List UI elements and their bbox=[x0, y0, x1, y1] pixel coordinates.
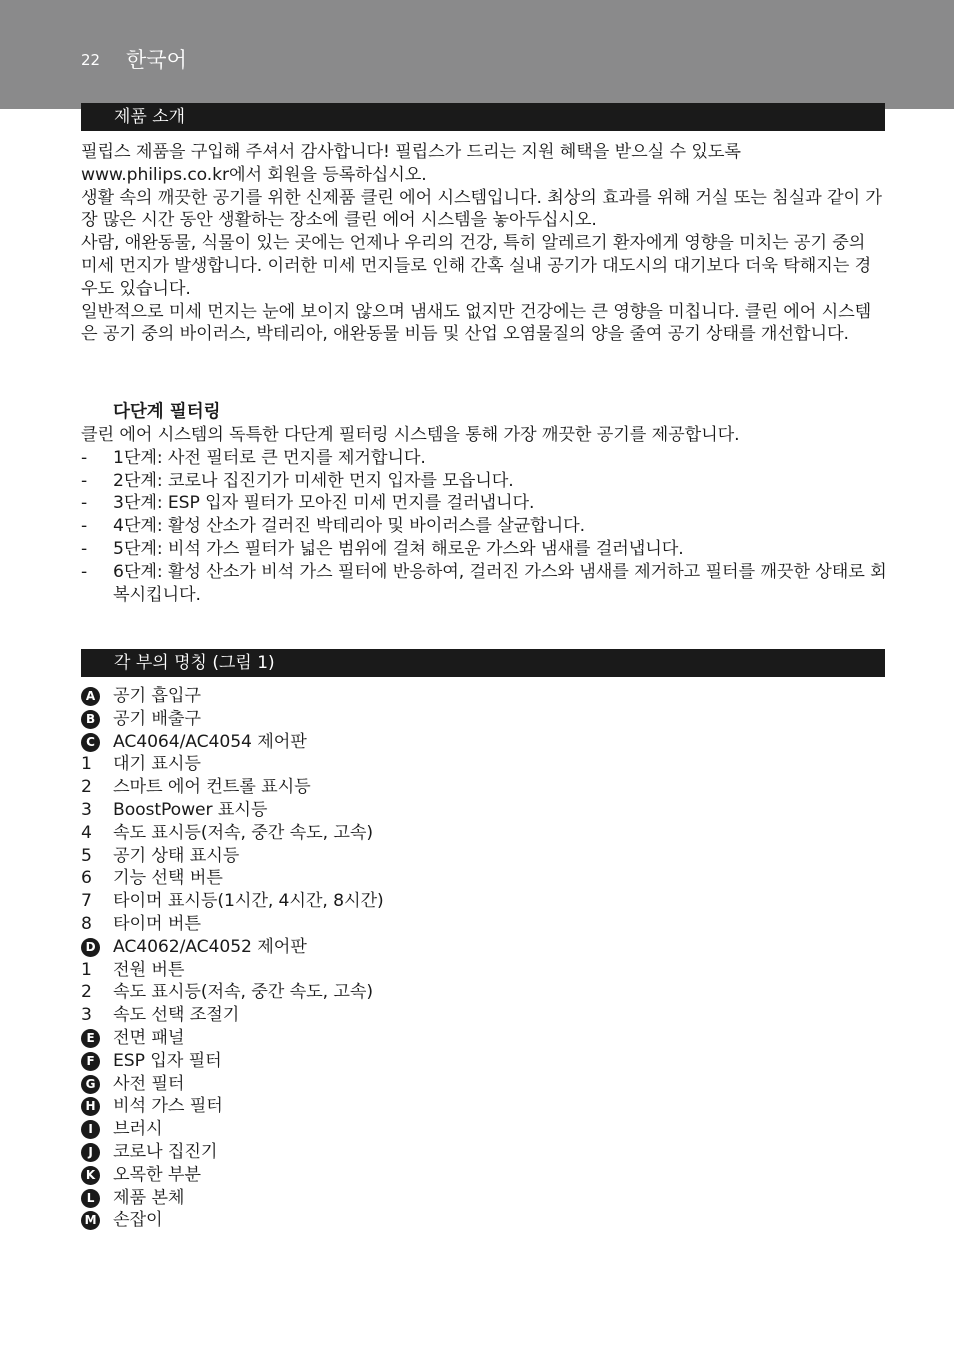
part-number: 1 bbox=[81, 959, 92, 980]
intro-paragraph: 필립스 제품을 구입해 주셔서 감사합니다! 필립스가 드리는 지원 혜택을 받으실 수 있도록 www.philips.co.kr에서 회원을 등록하십시오. bbox=[81, 142, 741, 185]
list-item bbox=[81, 1164, 887, 1187]
list-item bbox=[81, 1073, 887, 1096]
list-item bbox=[81, 799, 887, 822]
list-item bbox=[81, 936, 887, 959]
intro-paragraph: 일반적으로 미세 먼지는 눈에 보이지 않으며 냄새도 없지만 건강에는 큰 영향을 미칩니다. 클린 에어 시스템은 공기 중의 바이러스, 박테리아, 애완동물 비듬 및 산업 오염물질의 양을 줄여 공기 상태를 개선합니다. bbox=[81, 301, 872, 345]
list-item bbox=[81, 753, 887, 776]
part-label: 제품 본체 bbox=[113, 1187, 185, 1208]
list-item bbox=[81, 981, 887, 1004]
part-label: 전면 패널 bbox=[113, 1027, 185, 1048]
step-text: 1단계: 사전 필터로 큰 먼지를 제거합니다. bbox=[113, 447, 426, 468]
part-number: 6 bbox=[81, 868, 92, 889]
step-text: 5단계: 비석 가스 필터가 넓은 범위에 걸쳐 해로운 가스와 냄새를 걸러냅니다. bbox=[113, 538, 684, 559]
part-letter-badge: G bbox=[81, 1075, 100, 1094]
list-item bbox=[81, 708, 887, 731]
list-item bbox=[81, 685, 887, 708]
list-item bbox=[81, 845, 887, 868]
part-number: 3 bbox=[81, 1005, 92, 1026]
page-language: 한국어 bbox=[126, 48, 187, 72]
parts-list bbox=[81, 685, 887, 1232]
part-label: 공기 배출구 bbox=[113, 708, 201, 729]
step-text: 2단계: 코로나 집진기가 미세한 먼지 입자를 모읍니다. bbox=[113, 470, 514, 491]
part-label: 전원 버튼 bbox=[113, 959, 185, 980]
part-number: 4 bbox=[81, 822, 92, 843]
step-text: 3단계: ESP 입자 필터가 모아진 미세 먼지를 걸러냅니다. bbox=[113, 493, 535, 514]
list-item bbox=[81, 867, 887, 890]
list-item bbox=[81, 561, 887, 607]
step-text: 4단계: 활성 산소가 걸러진 박테리아 및 바이러스를 살균합니다. bbox=[113, 516, 586, 537]
list-item bbox=[81, 470, 887, 493]
part-label: AC4062/AC4052 제어판 bbox=[113, 936, 307, 957]
part-label: 스마트 에어 컨트롤 표시등 bbox=[113, 777, 311, 798]
subheading-multistage-filtering: 다단계 필터링 bbox=[113, 402, 221, 422]
dash-bullet: - bbox=[81, 470, 88, 491]
part-label: 공기 상태 표시등 bbox=[113, 845, 240, 866]
part-label: 손잡이 bbox=[113, 1210, 163, 1231]
intro-paragraph: 사람, 애완동물, 식물이 있는 곳에는 언제나 우리의 건강, 특히 알레르기 환자에게 영향을 미치는 공기 중의 미세 먼지가 발생합니다. 이러한 미세 먼지들로 인해 간혹 실내 공기가 대도시의 대기보다 더욱 탁해지는 경우도 있습니다. bbox=[81, 233, 872, 299]
list-item bbox=[81, 1004, 887, 1027]
part-number: 2 bbox=[81, 777, 92, 798]
list-item bbox=[81, 1141, 887, 1164]
part-label: 사전 필터 bbox=[113, 1073, 185, 1094]
list-item bbox=[81, 538, 887, 561]
part-letter-badge: L bbox=[81, 1189, 100, 1208]
section-title-parts: 각 부의 명칭 (그림 1) bbox=[81, 649, 885, 677]
part-letter-badge: H bbox=[81, 1097, 100, 1116]
list-item bbox=[81, 913, 887, 936]
dash-bullet: - bbox=[81, 561, 88, 582]
part-letter-badge: B bbox=[81, 710, 100, 729]
part-letter-badge: J bbox=[81, 1143, 100, 1162]
part-label: 기능 선택 버튼 bbox=[113, 868, 223, 889]
part-label: 속도 선택 조절기 bbox=[113, 1005, 240, 1026]
part-letter-badge: M bbox=[81, 1211, 100, 1230]
part-label: 타이머 표시등(1시간, 4시간, 8시간) bbox=[113, 891, 384, 912]
part-label: 오목한 부분 bbox=[113, 1164, 201, 1185]
step-text: 6단계: 활성 산소가 비석 가스 필터에 반응하여, 걸러진 가스와 냄새를 제거하고 필터를 깨끗한 상태로 회복시킵니다. bbox=[113, 561, 887, 605]
part-letter-badge: D bbox=[81, 938, 100, 957]
part-letter-badge: F bbox=[81, 1052, 100, 1071]
part-label: 코로나 집진기 bbox=[113, 1141, 218, 1162]
part-letter-badge: K bbox=[81, 1166, 100, 1185]
list-item bbox=[81, 492, 887, 515]
part-label: 공기 흡입구 bbox=[113, 686, 201, 706]
part-number: 7 bbox=[81, 891, 92, 912]
list-item bbox=[81, 1050, 887, 1073]
section-title-intro: 제품 소개 bbox=[81, 103, 885, 131]
part-label: ESP 입자 필터 bbox=[113, 1050, 222, 1071]
part-letter-badge: C bbox=[81, 733, 100, 752]
list-item bbox=[81, 1027, 887, 1050]
list-item bbox=[81, 959, 887, 982]
part-letter-badge: I bbox=[81, 1120, 100, 1139]
filter-body bbox=[81, 424, 887, 606]
part-label: 브러시 bbox=[113, 1119, 163, 1140]
filter-description: 클린 에어 시스템의 독특한 다단계 필터링 시스템을 통해 가장 깨끗한 공기를 제공합니다. bbox=[81, 425, 740, 445]
part-label: 타이머 버튼 bbox=[113, 913, 201, 934]
page-number: 22 bbox=[81, 51, 101, 69]
list-item bbox=[81, 447, 887, 470]
part-label: 대기 표시등 bbox=[113, 754, 201, 775]
part-number: 1 bbox=[81, 754, 92, 775]
list-item bbox=[81, 776, 887, 799]
list-item bbox=[81, 731, 887, 754]
part-number: 2 bbox=[81, 982, 92, 1003]
part-number: 8 bbox=[81, 913, 92, 934]
list-item bbox=[81, 1118, 887, 1141]
list-item bbox=[81, 1209, 887, 1232]
list-item bbox=[81, 1095, 887, 1118]
part-label: 속도 표시등(저속, 중간 속도, 고속) bbox=[113, 982, 373, 1003]
list-item bbox=[81, 890, 887, 913]
part-letter-badge: E bbox=[81, 1029, 100, 1048]
part-letter-badge: A bbox=[81, 687, 100, 706]
dash-bullet: - bbox=[81, 516, 88, 537]
dash-bullet: - bbox=[81, 447, 88, 468]
header-band bbox=[0, 0, 954, 109]
part-label: 비석 가스 필터 bbox=[113, 1096, 223, 1117]
part-label: 속도 표시등(저속, 중간 속도, 고속) bbox=[113, 822, 373, 843]
list-item bbox=[81, 515, 887, 538]
part-number: 5 bbox=[81, 845, 92, 866]
dash-bullet: - bbox=[81, 493, 88, 514]
list-item bbox=[81, 822, 887, 845]
intro-paragraph: 생활 속의 깨끗한 공기를 위한 신제품 클린 에어 시스템입니다. 최상의 효과를 위해 거실 또는 침실과 같이 가장 많은 시간 동안 생활하는 장소에 클린 에어 시스템을 놓아두십시오. bbox=[81, 187, 882, 231]
dash-bullet: - bbox=[81, 538, 88, 559]
list-item bbox=[81, 1187, 887, 1210]
part-number: 3 bbox=[81, 799, 92, 820]
intro-body bbox=[81, 141, 887, 346]
part-label: BoostPower 표시등 bbox=[113, 799, 268, 820]
part-label: AC4064/AC4054 제어판 bbox=[113, 731, 307, 752]
filter-steps-list bbox=[81, 447, 887, 607]
